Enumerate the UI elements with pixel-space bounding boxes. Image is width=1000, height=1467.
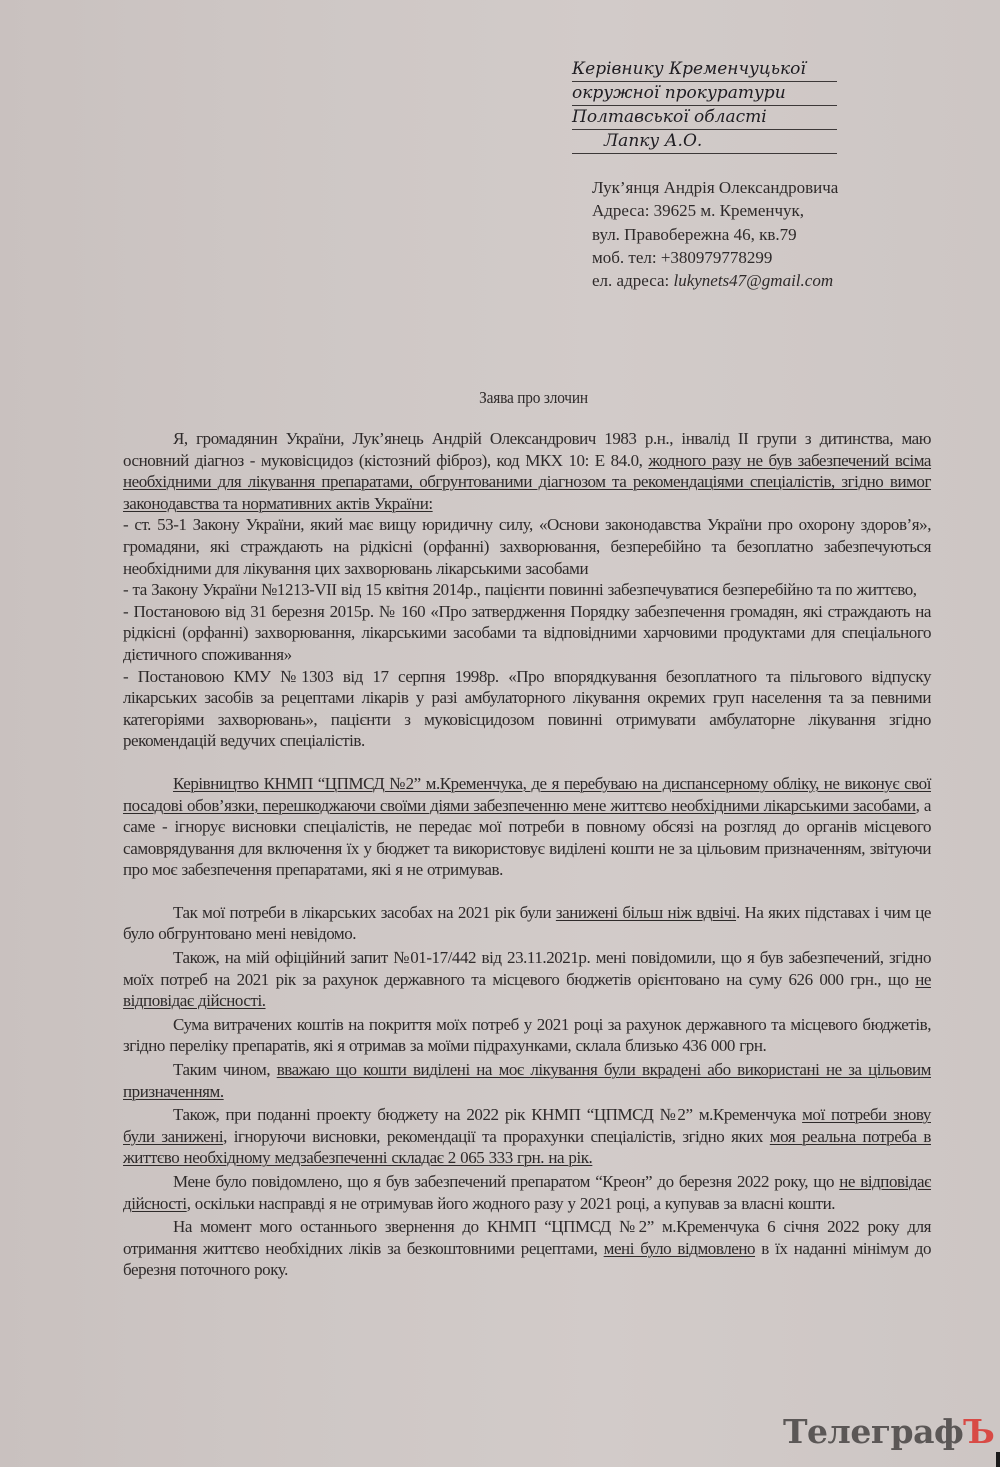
law-item: - Постановою від 31 березня 2015р. № 160 «Про затвердження Порядку забезпечення громадян, які страждають на рідкісні (орфанні) захворювання, лікарськими засобами та відповідними харчовими продуктами для спеціального дієтичного споживання» xyxy=(123,601,931,664)
paragraph-creon xyxy=(123,1171,931,1214)
addressee-line xyxy=(572,106,837,130)
sender-name: Лук’янця Андрія Олександровича xyxy=(592,178,839,197)
text: Мене було повідомлено, що я був забезпечений препаратом “Креон” до березня 2022 року, що xyxy=(173,1172,840,1191)
telegraf-watermark-logo xyxy=(783,1412,994,1451)
addressee-line xyxy=(572,82,837,106)
text: Таким чином, xyxy=(173,1060,277,1080)
paragraph-intro xyxy=(123,428,931,514)
sender-address-2: вул. Правобережна 46, кв.79 xyxy=(592,224,797,244)
text: . На яких підставах і чим це було обгрунтовано мені невідомо. xyxy=(123,902,932,944)
paragraph-spent-sum: Сума витрачених коштів на покриття моїх потреб у 2021 році за рахунок державного та місцевого бюджетів, згідно переліку препаратів, які я отримав за моїми підрахунками, склала близько 436 000 грн. xyxy=(123,1014,931,1056)
email-value: lukynets47@gmail.com xyxy=(673,271,834,291)
document-body xyxy=(123,428,931,1281)
text: Я, громадянин України, Лук’янець Андрій Олександрович 1983 р.н., інвалід ІІ групи з дитинства, маю основний діагноз - муковісцидоз (кістозний фіброз), код МКХ 10: Е 84.0, xyxy=(123,429,931,470)
addressee-line xyxy=(572,58,837,82)
addressee-text: окружної прокуратури xyxy=(572,83,786,103)
paragraph-conclusion xyxy=(123,1059,931,1102)
phone-value: +380979778299 xyxy=(660,247,773,267)
underlined-text: не відповідає дійсності. xyxy=(123,969,931,1011)
underlined-text: мої потреби знову були занижені xyxy=(123,1105,931,1146)
document-title xyxy=(0,388,1000,408)
underlined-text: занижені більш ніж вдвічі xyxy=(555,902,737,922)
addressee-text: Лапку А.О. xyxy=(604,131,703,151)
underlined-text: Керівництво КНМП “ЦПМСД №2” м.Кременчука, де я перебуваю на диспансерному обліку, не виконує свої посадові обов’язки, перешкоджаючи своїми діями забезпеченню мене життєво необхідними лікарськими засобами xyxy=(123,773,931,815)
text: , а саме - ігнорує висновки спеціалістів, не передає мої потреби в повному обсязі на розгляд до органів місцевого самоврядування для включення їх у бюджет та використовує виділені кошти не за цільовим призначенням, звітуючи про моє забезпечення препаратами, які я не отримував. xyxy=(123,795,932,880)
phone-label: моб. тел: xyxy=(592,247,661,267)
logo-accent: Ъ xyxy=(963,1412,995,1451)
email-label: ел. адреса: xyxy=(592,271,674,291)
text: в їх наданні мінімум до березня поточного року. xyxy=(123,1238,932,1280)
underlined-text: моя реальна потреба в життєво необхідному медзабезпеченні складає 2 065 333 грн. на рік. xyxy=(123,1126,931,1168)
logo-text: Телеграф xyxy=(783,1412,964,1451)
addressee-line xyxy=(572,130,837,154)
text: Так мої потреби в лікарських засобах на 2021 рік були xyxy=(173,902,556,922)
addressee-text: Керівнику Кременчуцької xyxy=(572,59,806,79)
law-item: - та Закону України №1213-VII від 15 квітня 2014р., пацієнти повинні забезпечуватися безперебійно та по життєво, xyxy=(123,580,917,600)
text: , оскільки насправді я не отримував його жодного разу у 2021 році, а купував за власні кошти. xyxy=(186,1193,836,1213)
paragraph-refusal xyxy=(123,1216,931,1281)
law-item: - ст. 53-1 Закону України, який має вищу юридичну силу, «Основи законодавства України про охорону здоров’я», громадяни, які страждають на рідкісні (орфанні) захворювання, безперебійно та безоплатно забезпечуються необхідними для лікування цих захворювань лікарськими засобами xyxy=(123,515,931,578)
paragraph-needs-2021 xyxy=(123,902,931,945)
sender-block xyxy=(592,176,892,292)
text: , ігноруючи висновки, рекомендації та прорахунки спеціалістів, згідно яких xyxy=(223,1126,770,1146)
paragraph-official-request xyxy=(123,947,931,1012)
text: Також, при поданні проекту бюджету на 2022 рік КНМП “ЦПМСД №2” м.Кременчука xyxy=(173,1105,803,1125)
title-text: Заява про злочин xyxy=(478,388,588,407)
underlined-text: жодного разу не був забезпечений всіма необхідними для лікування препаратами, обгрунтованими діагнозом та рекомендаціями спеціалістів, згідно вимог законодавства та нормативних актів України: xyxy=(123,450,932,513)
text: На момент мого останнього звернення до КНМП “ЦПМСД №2” м.Кременчука 6 січня 2022 року для отримання життєво необхідних ліків за безкоштовними рецептами, xyxy=(123,1217,931,1258)
addressee-text: Полтавської області xyxy=(572,107,767,127)
sender-address-1: Адреса: 39625 м. Кременчук, xyxy=(592,201,805,221)
sender-email-row xyxy=(592,269,892,292)
sender-phone-row xyxy=(592,246,892,269)
text: Також, на мій офіційний запит №01-17/442 від 23.11.2021р. мені повідомили, що я був забезпечений, згідно моїх потреб на 2021 рік за рахунок державного та місцевого бюджетів орієнтовано на суму 626 000 грн., що xyxy=(123,948,931,989)
paragraph-budget-2022 xyxy=(123,1104,931,1169)
underlined-text: вважаю що кошти виділені на моє лікування були вкрадені або використані не за цільовим призначенням. xyxy=(123,1060,931,1101)
underlined-text: не відповідає дійсності xyxy=(123,1172,931,1213)
corner-shadow xyxy=(996,1452,1000,1467)
addressee-block xyxy=(572,58,837,154)
underlined-text: мені було відмовлено xyxy=(603,1238,756,1258)
paragraph-management xyxy=(123,773,931,881)
law-item: - Постановою КМУ №1303 від 17 серпня 1998р. «Про впорядкування безоплатного та пільгового відпуску лікарських засобів за рецептами лікарів у разі амбулаторного лікування окремих груп населення та за певними категоріями захворювань», пацієнти з муковісцидозом повинні отримувати амбулаторне лікування згідно рекомендацій ведучих спеціалістів. xyxy=(123,666,931,751)
